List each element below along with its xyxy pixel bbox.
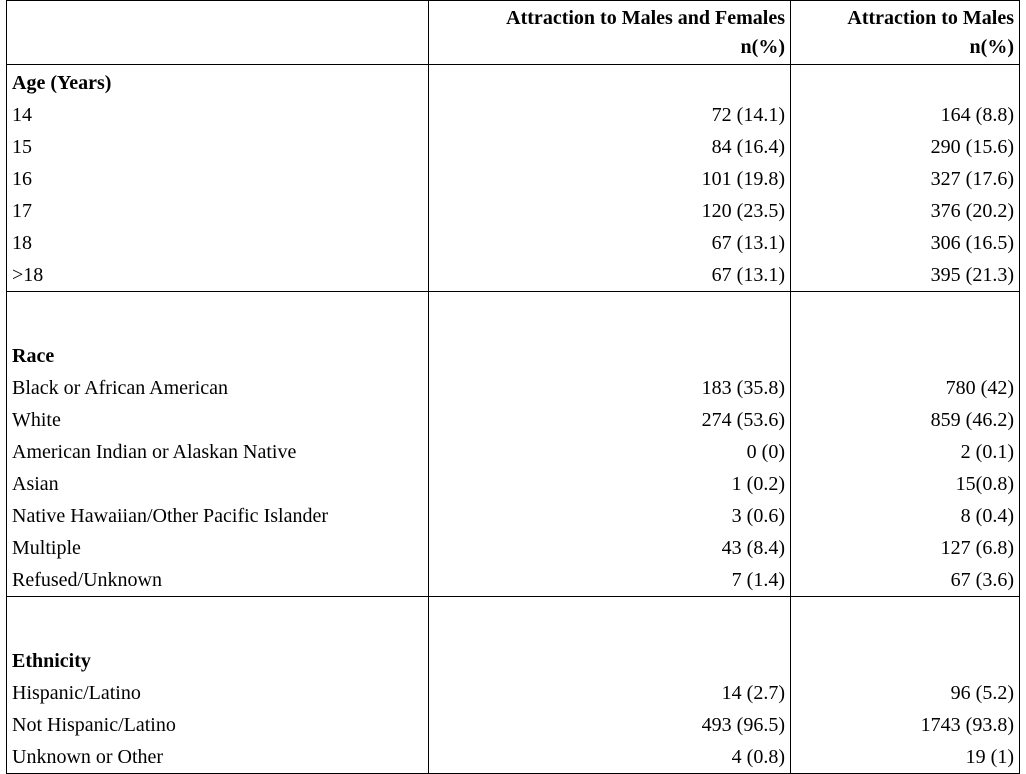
table-row bbox=[7, 227, 1020, 259]
section-title: Age (Years) bbox=[7, 65, 429, 100]
demographics-table bbox=[6, 0, 1020, 774]
row-value-males: 859 (46.2) bbox=[791, 404, 1020, 436]
row-value-both-sexes: 84 (16.4) bbox=[429, 131, 791, 163]
table-row bbox=[7, 677, 1020, 709]
row-value-males: 780 (42) bbox=[791, 372, 1020, 404]
spacer-cell bbox=[791, 597, 1020, 646]
table-row bbox=[7, 500, 1020, 532]
section-title-empty bbox=[429, 340, 791, 372]
header-label-cell bbox=[7, 1, 429, 65]
spacer-cell bbox=[7, 292, 429, 341]
row-label: 16 bbox=[7, 163, 429, 195]
table-row bbox=[7, 709, 1020, 741]
row-value-males: 15(0.8) bbox=[791, 468, 1020, 500]
row-label: 17 bbox=[7, 195, 429, 227]
spacer-cell bbox=[429, 597, 791, 646]
table-row bbox=[7, 404, 1020, 436]
row-value-males: 19 (1) bbox=[791, 741, 1020, 774]
table-row bbox=[7, 131, 1020, 163]
section-title: Race bbox=[7, 340, 429, 372]
row-value-males: 2 (0.1) bbox=[791, 436, 1020, 468]
table-row bbox=[7, 741, 1020, 774]
row-label: Multiple bbox=[7, 532, 429, 564]
row-label: >18 bbox=[7, 259, 429, 292]
row-value-both-sexes: 43 (8.4) bbox=[429, 532, 791, 564]
table-row bbox=[7, 532, 1020, 564]
row-label: Black or African American bbox=[7, 372, 429, 404]
section-spacer bbox=[7, 597, 1020, 646]
section-title-row bbox=[7, 65, 1020, 100]
section-title-empty bbox=[791, 645, 1020, 677]
row-value-both-sexes: 67 (13.1) bbox=[429, 227, 791, 259]
header-males-unit: n(%) bbox=[969, 36, 1014, 58]
row-value-males: 8 (0.4) bbox=[791, 500, 1020, 532]
row-label: Hispanic/Latino bbox=[7, 677, 429, 709]
section-title-empty bbox=[791, 340, 1020, 372]
table-row bbox=[7, 372, 1020, 404]
row-value-males: 96 (5.2) bbox=[791, 677, 1020, 709]
section-title-empty bbox=[429, 65, 791, 100]
spacer-cell bbox=[7, 597, 429, 646]
row-value-both-sexes: 274 (53.6) bbox=[429, 404, 791, 436]
row-value-both-sexes: 72 (14.1) bbox=[429, 99, 791, 131]
section-title-row bbox=[7, 340, 1020, 372]
section-title-empty bbox=[429, 645, 791, 677]
table-row bbox=[7, 163, 1020, 195]
row-label: 15 bbox=[7, 131, 429, 163]
spacer-cell bbox=[791, 292, 1020, 341]
header-row bbox=[7, 1, 1020, 65]
row-label: American Indian or Alaskan Native bbox=[7, 436, 429, 468]
row-value-both-sexes: 101 (19.8) bbox=[429, 163, 791, 195]
row-value-both-sexes: 4 (0.8) bbox=[429, 741, 791, 774]
section-title-empty bbox=[791, 65, 1020, 100]
header-males-title: Attraction to Males bbox=[847, 7, 1014, 29]
row-value-both-sexes: 493 (96.5) bbox=[429, 709, 791, 741]
row-label: White bbox=[7, 404, 429, 436]
section-title: Ethnicity bbox=[7, 645, 429, 677]
row-label: 18 bbox=[7, 227, 429, 259]
row-label: Refused/Unknown bbox=[7, 564, 429, 597]
spacer-cell bbox=[429, 292, 791, 341]
row-value-males: 290 (15.6) bbox=[791, 131, 1020, 163]
row-value-both-sexes: 1 (0.2) bbox=[429, 468, 791, 500]
row-label: Native Hawaiian/Other Pacific Islander bbox=[7, 500, 429, 532]
section-title-row bbox=[7, 645, 1020, 677]
row-label: Asian bbox=[7, 468, 429, 500]
row-value-both-sexes: 14 (2.7) bbox=[429, 677, 791, 709]
table-row bbox=[7, 99, 1020, 131]
row-value-both-sexes: 120 (23.5) bbox=[429, 195, 791, 227]
row-value-males: 127 (6.8) bbox=[791, 532, 1020, 564]
row-value-both-sexes: 7 (1.4) bbox=[429, 564, 791, 597]
header-both-sexes-unit: n(%) bbox=[740, 36, 785, 58]
row-value-males: 327 (17.6) bbox=[791, 163, 1020, 195]
header-both-sexes-title: Attraction to Males and Females bbox=[506, 7, 785, 29]
row-value-both-sexes: 183 (35.8) bbox=[429, 372, 791, 404]
table-row bbox=[7, 436, 1020, 468]
header-males bbox=[791, 1, 1020, 65]
row-label: 14 bbox=[7, 99, 429, 131]
table-row bbox=[7, 195, 1020, 227]
row-value-males: 395 (21.3) bbox=[791, 259, 1020, 292]
row-value-males: 67 (3.6) bbox=[791, 564, 1020, 597]
row-value-males: 306 (16.5) bbox=[791, 227, 1020, 259]
table-row bbox=[7, 468, 1020, 500]
row-label: Unknown or Other bbox=[7, 741, 429, 774]
row-value-both-sexes: 0 (0) bbox=[429, 436, 791, 468]
table-row bbox=[7, 259, 1020, 292]
table-row bbox=[7, 564, 1020, 597]
row-value-both-sexes: 67 (13.1) bbox=[429, 259, 791, 292]
section-spacer bbox=[7, 292, 1020, 341]
row-value-males: 376 (20.2) bbox=[791, 195, 1020, 227]
row-label: Not Hispanic/Latino bbox=[7, 709, 429, 741]
row-value-males: 164 (8.8) bbox=[791, 99, 1020, 131]
header-both-sexes bbox=[429, 1, 791, 65]
row-value-both-sexes: 3 (0.6) bbox=[429, 500, 791, 532]
row-value-males: 1743 (93.8) bbox=[791, 709, 1020, 741]
